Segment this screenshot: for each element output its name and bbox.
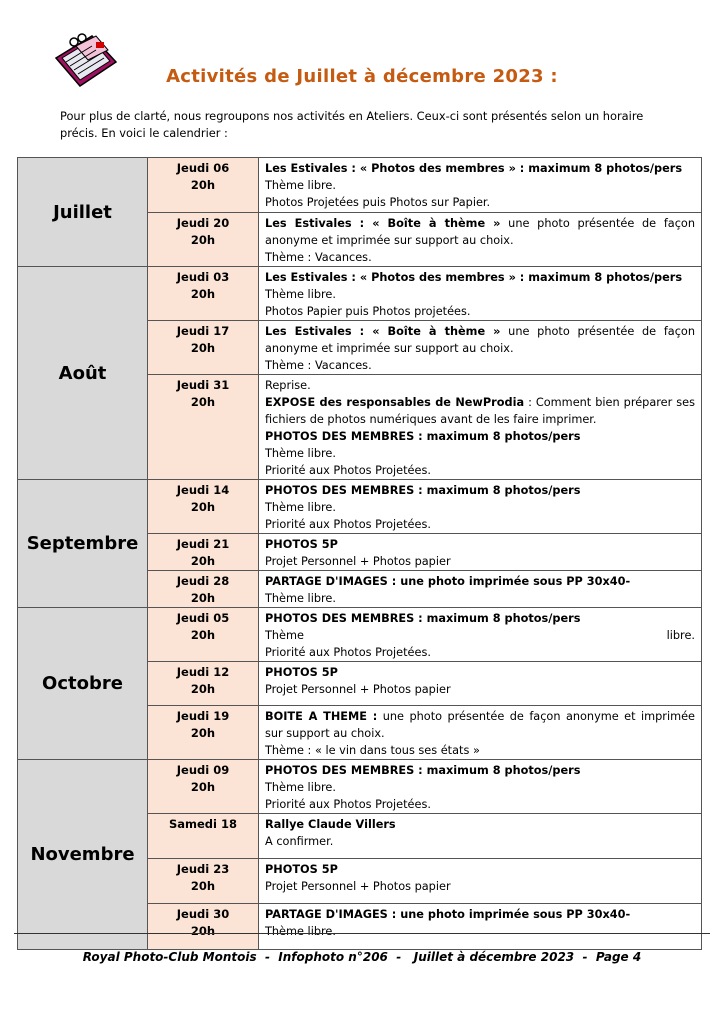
event-description: [259, 321, 702, 375]
date-cell: [148, 706, 259, 760]
month-cell: Septembre: [18, 480, 148, 608]
intro-line: précis. En voici le calendrier :: [60, 126, 228, 140]
event-line: Projet Personnel + Photos papier: [265, 555, 451, 568]
event-day: Samedi 18: [168, 817, 237, 831]
event-title: Les Estivales : « Boîte à thème »: [265, 325, 501, 338]
table-row: [18, 158, 702, 213]
event-line: Reprise.: [265, 379, 311, 392]
month-cell: Juillet: [18, 158, 148, 267]
event-title: Rallye Claude Villers: [265, 818, 396, 831]
date-cell: [148, 534, 259, 571]
event-day: Jeudi 21: [176, 537, 230, 551]
event-title: PHOTOS DES MEMBRES : maximum 8 photos/pers: [265, 612, 581, 625]
event-line: Thème : Vacances.: [265, 359, 372, 372]
event-description: [259, 480, 702, 534]
date-cell: [148, 213, 259, 267]
event-title: EXPOSE des responsables de NewProdia: [265, 396, 525, 409]
event-subtitle: PHOTOS DES MEMBRES : maximum 8 photos/pers: [265, 430, 581, 443]
event-title: PARTAGE D'IMAGES : une photo imprimée sous PP 30x40-: [265, 908, 631, 921]
page-footer: Royal Photo-Club Montois - Infophoto n°206 - Juillet à décembre 2023 - Page 4: [82, 950, 642, 964]
event-description: [259, 608, 702, 662]
event-day: Jeudi 09: [176, 763, 230, 777]
event-line: Priorité aux Photos Projetées.: [265, 798, 431, 811]
event-line: Priorité aux Photos Projetées.: [265, 518, 431, 531]
event-description: [259, 814, 702, 859]
event-description: [259, 571, 702, 608]
date-cell: [148, 480, 259, 534]
event-day: Jeudi 12: [176, 665, 230, 679]
event-time: 20h: [190, 233, 216, 247]
event-line: Thème libre.: [265, 501, 336, 514]
event-description: [259, 267, 702, 321]
event-line: [265, 627, 695, 644]
event-title: PARTAGE D'IMAGES : une photo imprimée sous PP 30x40-: [265, 575, 631, 588]
event-day: Jeudi 20: [176, 216, 230, 230]
event-line: Projet Personnel + Photos papier: [265, 880, 451, 893]
event-time: 20h: [190, 682, 216, 696]
event-time: 20h: [190, 628, 216, 642]
event-line: Photos Papier puis Photos projetées.: [265, 305, 471, 318]
event-line: Thème : « le vin dans tous ses états »: [265, 744, 480, 757]
date-cell: [148, 814, 259, 859]
event-line: Priorité aux Photos Projetées.: [265, 646, 431, 659]
date-cell: [148, 608, 259, 662]
event-day: Jeudi 23: [176, 862, 230, 876]
event-title: PHOTOS 5P: [265, 666, 338, 679]
event-title: Les Estivales : « Photos des membres » : maximum 8 photos/pers: [265, 271, 683, 284]
event-description: [259, 904, 702, 950]
event-time: 20h: [190, 395, 216, 409]
table-row: [18, 760, 702, 814]
event-line: Priorité aux Photos Projetées.: [265, 464, 431, 477]
calendar-table: [17, 157, 702, 950]
table-row: [18, 267, 702, 321]
intro-text: [60, 108, 660, 142]
table-row: [18, 608, 702, 662]
date-cell: [148, 158, 259, 213]
footer-divider: [14, 933, 710, 934]
date-cell: [148, 267, 259, 321]
page-title: Activités de Juillet à décembre 2023 :: [166, 66, 558, 87]
event-time: 20h: [190, 178, 216, 192]
event-line: Thème libre.: [265, 925, 336, 938]
event-time: 20h: [190, 780, 216, 794]
event-day: Jeudi 31: [176, 378, 230, 392]
event-title: PHOTOS DES MEMBRES : maximum 8 photos/pers: [265, 764, 581, 777]
event-description: [259, 375, 702, 480]
event-time: 20h: [190, 341, 216, 355]
event-line: Thème libre.: [265, 592, 336, 605]
event-line: Projet Personnel + Photos papier: [265, 683, 451, 696]
event-description: [259, 859, 702, 904]
event-description: [259, 662, 702, 706]
event-line: Thème libre.: [265, 179, 336, 192]
event-day: Jeudi 03: [176, 270, 230, 284]
event-text: Thème: [265, 629, 304, 642]
event-title: BOITE A THEME :: [265, 710, 378, 723]
date-cell: [148, 859, 259, 904]
event-text: libre.: [666, 629, 695, 642]
event-line: Thème libre.: [265, 781, 336, 794]
event-description: [259, 706, 702, 760]
event-time: 20h: [190, 879, 216, 893]
event-day: Jeudi 19: [176, 709, 230, 723]
event-text: : Comment bien préparer ses fichiers de photos numériques avant de les faire imprimer.: [265, 396, 695, 426]
intro-line: Pour plus de clarté, nous regroupons nos activités en Ateliers. Ceux-ci sont présentés selon un horaire: [60, 109, 644, 123]
date-cell: [148, 375, 259, 480]
event-text: une photo présentée de façon anonyme et imprimée sur support au choix.: [265, 325, 695, 355]
month-cell: Novembre: [18, 760, 148, 950]
date-cell: [148, 760, 259, 814]
event-day: Jeudi 28: [176, 574, 230, 588]
event-day: Jeudi 06: [176, 161, 230, 175]
table-row: [18, 480, 702, 534]
event-line: Photos Projetées puis Photos sur Papier.: [265, 196, 491, 209]
date-cell: [148, 904, 259, 950]
event-description: [259, 213, 702, 267]
event-time: 20h: [190, 287, 216, 301]
event-time: 20h: [190, 554, 216, 568]
event-line: Thème libre.: [265, 447, 336, 460]
event-text: une photo présentée de façon anonyme et imprimée sur support au choix.: [265, 217, 695, 247]
event-title: PHOTOS DES MEMBRES : maximum 8 photos/pers: [265, 484, 581, 497]
event-day: Jeudi 30: [176, 907, 230, 921]
event-time: 20h: [190, 924, 216, 938]
event-time: 20h: [190, 591, 216, 605]
event-description: [259, 534, 702, 571]
event-time: 20h: [190, 726, 216, 740]
event-title: PHOTOS 5P: [265, 538, 338, 551]
event-line: A confirmer.: [265, 835, 334, 848]
date-cell: [148, 571, 259, 608]
date-cell: [148, 662, 259, 706]
event-time: 20h: [190, 500, 216, 514]
event-line: Thème libre.: [265, 288, 336, 301]
event-line: Thème : Vacances.: [265, 251, 372, 264]
event-description: [259, 760, 702, 814]
event-day: Jeudi 17: [176, 324, 230, 338]
month-cell: Août: [18, 267, 148, 480]
event-description: [259, 158, 702, 213]
date-cell: [148, 321, 259, 375]
event-day: Jeudi 05: [176, 611, 230, 625]
event-title: Les Estivales : « Boîte à thème »: [265, 217, 501, 230]
event-title: PHOTOS 5P: [265, 863, 338, 876]
event-day: Jeudi 14: [176, 483, 230, 497]
event-text: une photo présentée de façon anonyme et imprimée sur support au choix.: [265, 710, 695, 740]
month-cell: Octobre: [18, 608, 148, 760]
event-title: Les Estivales : « Photos des membres » : maximum 8 photos/pers: [265, 162, 683, 175]
